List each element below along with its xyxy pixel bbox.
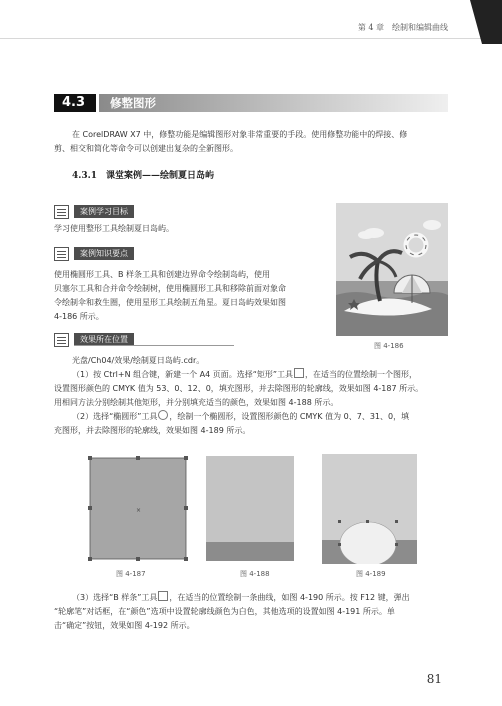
rectangle-tool-icon — [294, 368, 304, 378]
step-2-line-1 — [72, 410, 409, 424]
svg-text:×: × — [136, 507, 142, 514]
island-illustration — [336, 203, 448, 336]
keypoints-line-4: 4-186 所示。 — [54, 312, 104, 321]
step-3-line-1-text-a: （3）选择“B 样条”工具 — [72, 593, 158, 602]
location-tag — [54, 333, 234, 346]
notebook-icon — [54, 333, 69, 347]
bspline-tool-icon — [158, 591, 168, 601]
page-corner-decoration — [462, 0, 502, 44]
goal-text: 学习使用整形工具绘制夏日岛屿。 — [54, 224, 174, 233]
page-number: 81 — [426, 672, 442, 686]
step-2-line-2: 充图形，并去除图形的轮廓线，效果如图 4-189 所示。 — [54, 426, 251, 435]
figure-4-187-caption: 图 4-187 — [116, 570, 146, 578]
keypoints-tag-label: 案例知识要点 — [74, 247, 134, 260]
intro-line-1: 在 CorelDRAW X7 中，修整功能是编辑图形对象非常重要的手段。使用修整功能中的焊接、修 — [72, 130, 408, 139]
figure-4-188-caption: 图 4-188 — [240, 570, 270, 578]
subsection-title: 4.3.1 课堂案例——绘制夏日岛屿 — [72, 171, 215, 181]
step-3-line-2: “轮廓笔”对话框，在“颜色”选项中设置轮廓线颜色为白色，其他选项的设置如图 4-191 所示。单 — [54, 607, 395, 616]
header-divider — [0, 38, 502, 39]
intro-line-2: 剪、相交和简化等命令可以创建出复杂的全新图形。 — [54, 144, 238, 153]
section-title: 修整图形 — [110, 96, 156, 110]
step-2-line-1-text-a: （2）选择“椭圆形”工具 — [72, 412, 158, 421]
chapter-header: 第 4 章 绘制和编辑曲线 — [357, 23, 448, 32]
step-3-line-3: 击“确定”按钮，效果如图 4-192 所示。 — [54, 621, 195, 630]
file-location: 光盘/Ch04/效果/绘制夏日岛屿.cdr。 — [72, 356, 205, 365]
figure-4-188-rectangles — [206, 456, 294, 561]
notebook-icon — [54, 205, 69, 219]
figure-4-189-caption: 图 4-189 — [356, 570, 386, 578]
step-3-line-1-text-b: ，在适当的位置绘制一条曲线，如图 4-190 所示。按 F12 键，弹出 — [169, 593, 410, 602]
goal-tag — [54, 205, 164, 218]
section-heading-bar — [54, 94, 448, 112]
figure-4-186-caption: 图 4-186 — [374, 342, 404, 350]
step-1-line-1-text-a: （1）按 Ctrl+N 组合键，新建一个 A4 页面。选择“矩形”工具 — [72, 370, 294, 379]
notebook-icon — [54, 247, 69, 261]
step-2-line-1-text-b: ，绘制一个椭圆形，设置图形颜色的 CMYK 值为 0、7、31、0，填 — [169, 412, 410, 421]
ellipse-tool-icon — [158, 410, 168, 420]
keypoints-line-1: 使用椭圆形工具、B 样条工具和创建边界命令绘制岛屿，使用 — [54, 270, 271, 279]
keypoints-line-2: 贝塞尔工具和合并命令绘制树，使用椭圆形工具和移除前面对象命 — [54, 284, 286, 293]
step-1-line-1 — [72, 368, 417, 382]
figure-4-189-ellipse — [322, 454, 417, 564]
keypoints-tag — [54, 247, 164, 260]
step-1-line-1-text-b: ，在适当的位置绘制一个图形， — [305, 370, 418, 379]
goal-tag-label: 案例学习目标 — [74, 205, 134, 218]
keypoints-line-3: 令绘制伞和救生圈，使用星形工具绘制五角星。夏日岛屿效果如图 — [54, 298, 286, 307]
location-tag-label: 效果所在位置 — [74, 333, 134, 346]
step-1-line-2: 设置图形颜色的 CMYK 值为 53、0、12、0，填充图形，并去除图形的轮廓线，效果如图 4-187 所示。 — [54, 384, 424, 393]
tag-underline — [74, 345, 234, 346]
step-3-line-1 — [72, 591, 410, 605]
section-number: 4.3 — [54, 94, 96, 112]
step-1-line-3: 用相同方法分别绘制其他矩形，并分别填充适当的颜色，效果如图 4-188 所示。 — [54, 398, 339, 407]
figure-4-187-rectangle — [88, 456, 188, 561]
